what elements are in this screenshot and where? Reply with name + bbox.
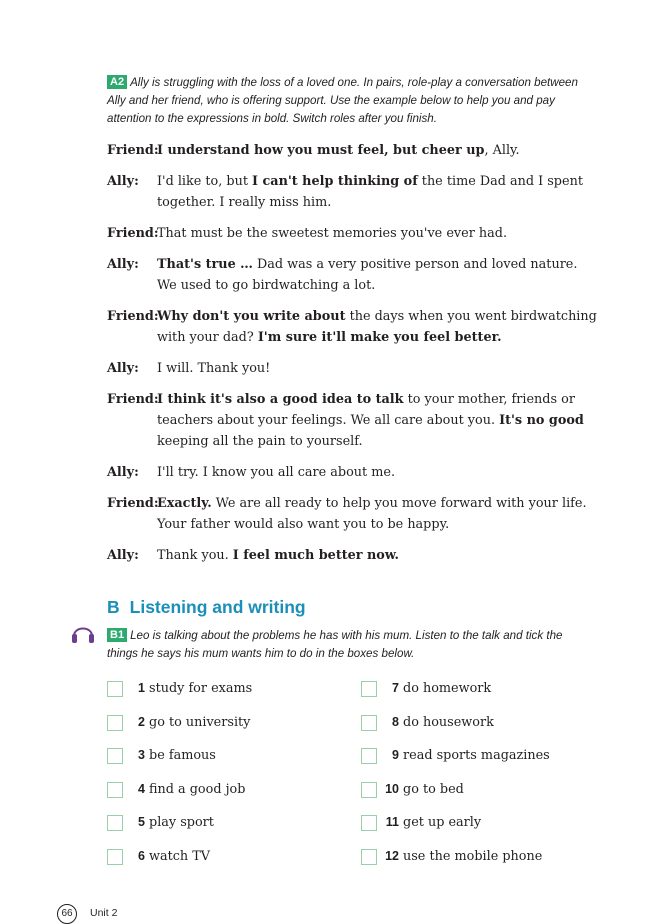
section-title: Listening and writing xyxy=(129,597,306,617)
speech-text xyxy=(157,306,597,348)
dialogue-line xyxy=(107,389,597,452)
item-number: 6 xyxy=(138,848,145,863)
checklist-item-6[interactable] xyxy=(107,848,337,868)
bold-expression: I can't help thinking of xyxy=(252,174,418,189)
item-label: be famous xyxy=(149,748,216,763)
speech-text xyxy=(157,140,597,161)
section-b-heading xyxy=(107,597,306,618)
bold-expression: I think it's also a good idea to talk xyxy=(157,392,404,407)
tick-box[interactable] xyxy=(361,715,377,731)
unit-label: Unit 2 xyxy=(90,907,118,919)
checklist-item-11[interactable] xyxy=(361,814,591,834)
speaker-label: Friend: xyxy=(107,309,159,324)
item-label: get up early xyxy=(403,815,482,830)
speech-text xyxy=(157,493,597,535)
item-number: 10 xyxy=(385,781,399,796)
speaker-label: Ally: xyxy=(107,257,139,272)
tick-box[interactable] xyxy=(361,782,377,798)
dialogue-line xyxy=(107,358,597,379)
dialogue-line xyxy=(107,306,597,348)
bold-expression: I understand how you must feel, but cheer up xyxy=(157,143,485,158)
speech-text xyxy=(157,389,597,452)
speech-segment: I'd like to, but xyxy=(157,174,253,189)
checklist-item-2[interactable] xyxy=(107,714,337,734)
checklist-item-10[interactable] xyxy=(361,781,591,801)
tick-box[interactable] xyxy=(107,782,123,798)
item-number: 7 xyxy=(392,681,399,695)
checklist-item-7[interactable] xyxy=(361,680,591,700)
dialogue-line xyxy=(107,171,597,213)
speech-segment: Dad was a very positive person and loved nature. We used to go birdwatching a lot. xyxy=(157,257,578,293)
tick-box[interactable] xyxy=(107,715,123,731)
tick-box[interactable] xyxy=(361,849,377,865)
speech-text xyxy=(157,358,597,379)
speech-text xyxy=(157,171,597,213)
a2-instructions xyxy=(107,74,587,128)
tick-box[interactable] xyxy=(107,849,123,865)
dialogue-line xyxy=(107,140,597,161)
speech-text xyxy=(157,462,597,483)
item-label: use the mobile phone xyxy=(403,848,543,864)
a2-instructions-text: Ally is struggling with the loss of a loved one. In pairs, role-play a conversation between Ally and her friend, who is offering support. Use the example below to help you and pay attention to the expressions in bold. Switch roles after you finish. xyxy=(107,76,578,125)
speech-segment: , Ally. xyxy=(484,143,520,158)
speaker-label: Friend: xyxy=(107,226,159,241)
tick-box[interactable] xyxy=(107,748,123,764)
item-label: find a good job xyxy=(149,781,246,797)
b1-instructions-text: Leo is talking about the problems he has with his mum. Listen to the talk and tick the things he says his mum wants him to do in the boxes below. xyxy=(107,629,563,660)
item-number: 9 xyxy=(392,748,399,762)
speaker-label: Friend: xyxy=(107,496,159,511)
item-number: 3 xyxy=(138,748,145,762)
dialogue-line xyxy=(107,493,597,535)
speech-text xyxy=(157,254,597,296)
item-label: do housework xyxy=(403,714,494,730)
item-label: do homework xyxy=(403,681,492,696)
checklist-item-12[interactable] xyxy=(361,848,591,868)
item-label: study for exams xyxy=(149,681,253,696)
speech-segment: We are all ready to help you move forward with your life. Your father would also want you to be happy. xyxy=(157,496,587,532)
b1-badge: B1 xyxy=(107,628,127,642)
section-letter: B xyxy=(107,597,120,617)
speech-segment: the time Dad and I spent together. I really miss him. xyxy=(157,174,583,210)
page-number: 66 xyxy=(57,904,77,924)
speaker-label: Ally: xyxy=(107,361,139,376)
b1-instructions xyxy=(107,627,587,663)
checklist-item-5[interactable] xyxy=(107,814,337,834)
tick-box[interactable] xyxy=(361,815,377,831)
dialogue xyxy=(107,140,597,576)
speech-segment: I'll try. I know you all care about me. xyxy=(157,465,396,480)
item-label: play sport xyxy=(149,815,214,830)
item-number: 4 xyxy=(138,781,145,796)
speaker-label: Ally: xyxy=(107,174,139,189)
speech-text xyxy=(157,545,597,566)
speaker-label: Ally: xyxy=(107,465,139,480)
dialogue-line xyxy=(107,254,597,296)
speech-segment: keeping all the pain to yourself. xyxy=(157,434,363,449)
item-number: 1 xyxy=(138,681,145,695)
item-number: 8 xyxy=(392,714,399,729)
dialogue-line xyxy=(107,462,597,483)
item-number: 11 xyxy=(385,815,399,829)
checklist-item-9[interactable] xyxy=(361,747,591,767)
dialogue-line xyxy=(107,223,597,244)
dialogue-line xyxy=(107,545,597,566)
tick-box[interactable] xyxy=(361,748,377,764)
item-number: 5 xyxy=(138,815,145,829)
checklist-item-1[interactable] xyxy=(107,680,337,700)
speaker-label: Friend: xyxy=(107,392,159,407)
speech-text xyxy=(157,223,597,244)
bold-expression: I feel much better now. xyxy=(232,548,400,563)
tick-box[interactable] xyxy=(361,681,377,697)
checklist-item-4[interactable] xyxy=(107,781,337,801)
speech-segment: I will. Thank you! xyxy=(157,361,271,376)
item-number: 12 xyxy=(385,848,399,863)
tick-box[interactable] xyxy=(107,681,123,697)
item-label: go to bed xyxy=(403,781,464,797)
headphones-icon xyxy=(70,621,96,645)
item-label: go to university xyxy=(149,714,251,730)
speaker-label: Friend: xyxy=(107,143,159,158)
item-number: 2 xyxy=(138,714,145,729)
bold-expression: It's no good xyxy=(499,413,584,428)
speech-segment: the days when you went birdwatching with your dad? xyxy=(157,309,597,345)
speech-segment: to your mother, friends or teachers about your feelings. We all care about you. xyxy=(157,392,575,428)
bold-expression: Exactly. xyxy=(157,496,212,511)
item-label: read sports magazines xyxy=(403,748,550,763)
checklist-item-8[interactable] xyxy=(361,714,591,734)
a2-badge: A2 xyxy=(107,75,127,89)
bold-expression: I'm sure it'll make you feel better. xyxy=(257,330,502,345)
item-label: watch TV xyxy=(149,848,210,864)
speaker-label: Ally: xyxy=(107,548,139,563)
bold-expression: Why don't you write about xyxy=(157,309,346,324)
tick-box[interactable] xyxy=(107,815,123,831)
speech-segment: Thank you. xyxy=(157,548,233,563)
checklist-item-3[interactable] xyxy=(107,747,337,767)
bold-expression: That's true … xyxy=(157,257,253,272)
speech-segment: That must be the sweetest memories you've ever had. xyxy=(157,226,508,241)
